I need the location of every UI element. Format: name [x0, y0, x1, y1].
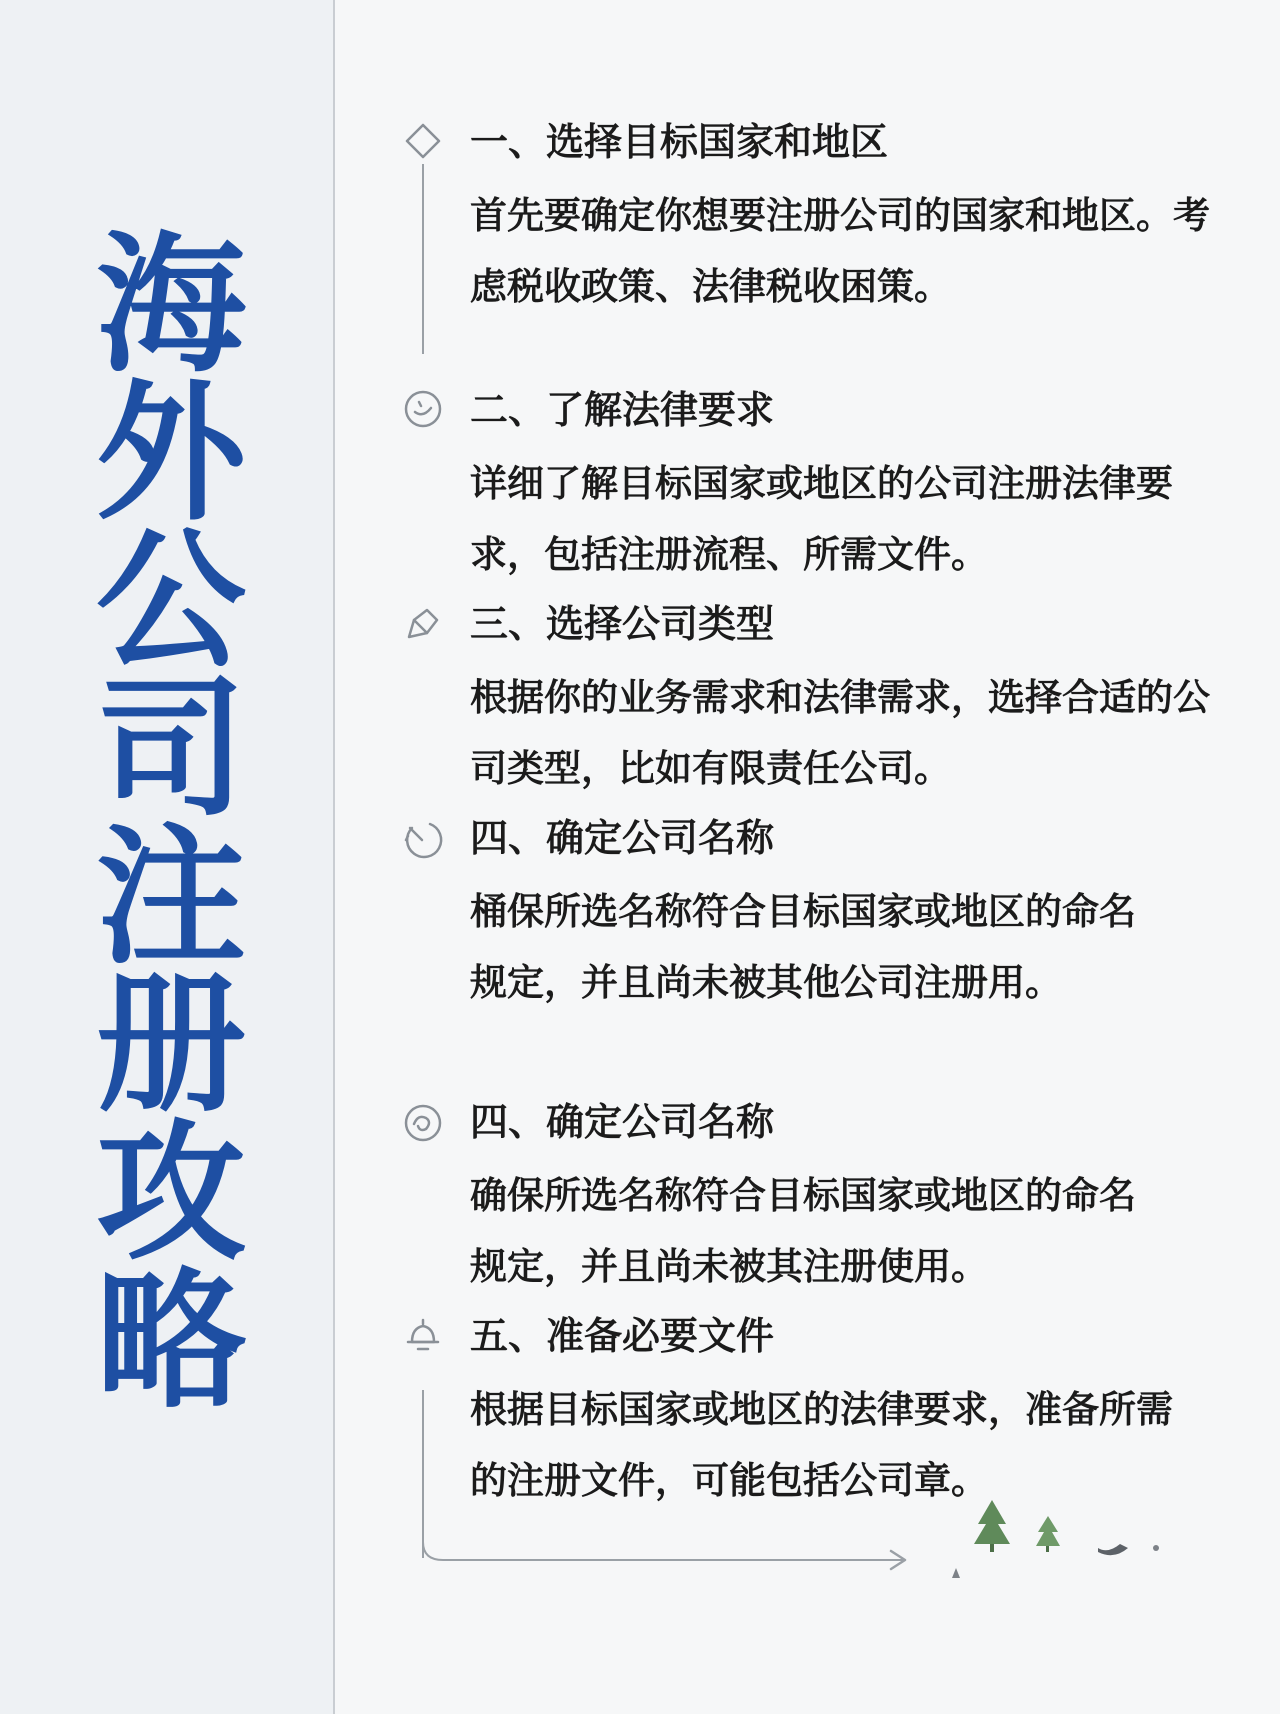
step-body: 根据目标国家或地区的法律要求，准备所需的注册文件，可能包括公司章。 — [470, 1388, 1173, 1502]
timeline-arrow — [421, 1520, 921, 1580]
tree-illustration — [930, 1496, 1170, 1596]
smile-icon — [400, 386, 446, 432]
title-char: 公 — [95, 515, 246, 689]
step-body: 桶保所选名称符合目标国家或地区的命名规定，并且尚未被其他公司注册用。 — [470, 890, 1136, 1004]
swirl-icon — [400, 1100, 446, 1146]
tree-icon — [974, 1500, 1010, 1552]
step-heading: 一、选择目标国家和地区 — [470, 120, 889, 164]
step-heading: 二、了解法律要求 — [470, 388, 775, 432]
title-char: 攻 — [95, 1107, 246, 1281]
small-tree-icon — [952, 1568, 960, 1578]
title-char: 司 — [95, 663, 246, 837]
title-char: 册 — [95, 959, 246, 1133]
timeline-top-line — [422, 164, 424, 354]
step-body: 根据你的业务需求和法律需求，选择合适的公司类型，比如有限责任公司。 — [470, 676, 1210, 790]
step-body: 首先要确定你想要注册公司的国家和地区。考虑税收政策、法律税收困策。 — [470, 194, 1210, 308]
title-char: 注 — [95, 811, 246, 985]
page-title — [86, 219, 256, 1429]
pen-icon — [400, 602, 446, 648]
tree-icon — [1036, 1516, 1060, 1552]
rock-icon — [1098, 1544, 1128, 1555]
step-body: 详细了解目标国家或地区的公司注册法律要求，包括注册流程、所需文件。 — [470, 462, 1173, 576]
title-char: 海 — [95, 219, 246, 393]
title-char: 略 — [95, 1255, 246, 1429]
step-body: 确保所选名称符合目标国家或地区的命名规定，并且尚未被其注册使用。 — [470, 1174, 1136, 1288]
step-heading: 三、选择公司类型 — [470, 602, 775, 646]
dot-icon — [1153, 1545, 1159, 1551]
step-heading: 四、确定公司名称 — [470, 1100, 775, 1144]
bell-icon — [400, 1314, 446, 1360]
timer-icon — [400, 816, 446, 862]
title-char: 外 — [95, 367, 246, 541]
step-heading: 四、确定公司名称 — [470, 816, 775, 860]
diamond-icon — [400, 120, 446, 166]
step-heading: 五、准备必要文件 — [470, 1314, 775, 1358]
